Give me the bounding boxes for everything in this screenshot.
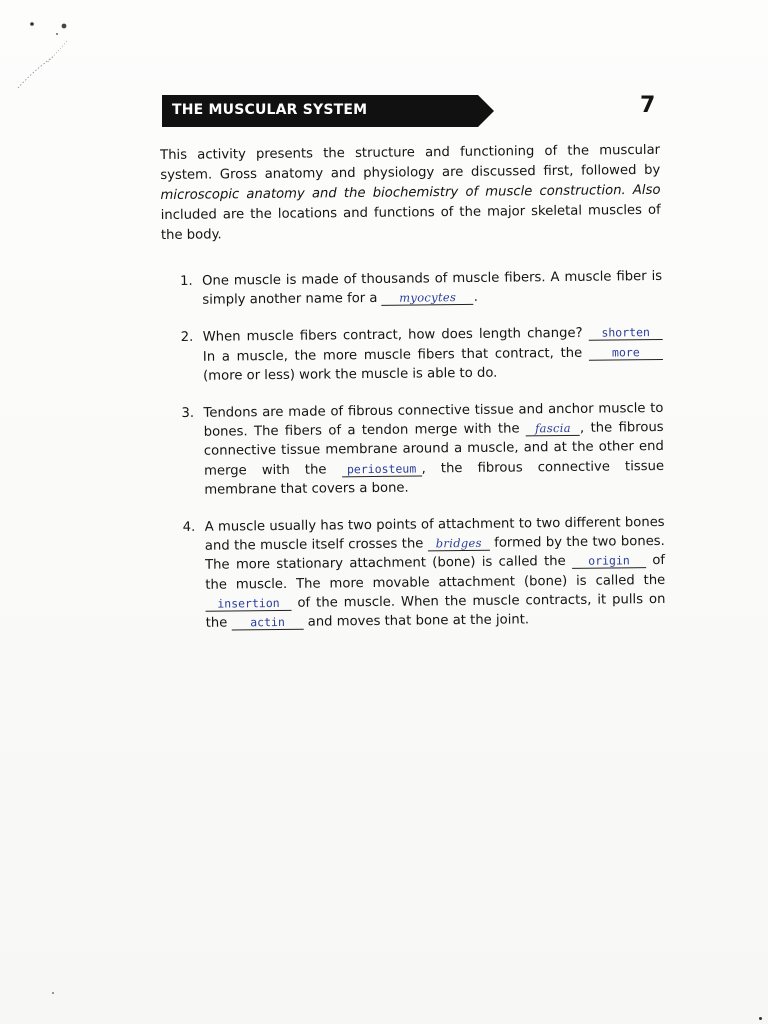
question-text: In a muscle, the more muscle fibers that contract, the	[202, 345, 589, 365]
answer-blank-myocytes[interactable]: myocytes	[382, 290, 474, 306]
question-number: 4.	[182, 519, 196, 536]
scan-speck-marks	[10, 10, 90, 100]
question-text: Tendons are made of fibrous connective tissue and anchor muscle to bones. The fibers of a tendon merge with the	[203, 400, 664, 440]
question-list	[180, 267, 666, 651]
question-text: , the fibrous connective tissue membrane that covers a bone.	[204, 458, 665, 498]
answer-blank-bridges[interactable]: bridges	[428, 536, 490, 552]
question-text: One muscle is made of thousands of muscle fibers. A muscle fiber is simply another name for a	[202, 268, 663, 308]
question-3	[181, 399, 664, 500]
intro-paragraph	[160, 141, 661, 246]
question-text: formed by the two bones. The more stationary attachment (bone) is called the	[204, 534, 665, 574]
question-text: of the muscle. When the muscle contracts, it pulls on the	[205, 591, 666, 631]
answer-blank-insertion[interactable]: insertion	[205, 596, 291, 612]
scan-speck	[759, 1017, 762, 1020]
answer-blank-more-or-less[interactable]: more	[589, 345, 663, 361]
page-number: 7	[640, 93, 656, 118]
question-text: and moves that bone at the joint.	[303, 612, 530, 630]
intro-text-part1: This activity presents the structure and functioning of the muscular system. Gross anatomy and physiology are discussed first, followed by	[160, 142, 661, 183]
answer-blank-actin[interactable]: actin	[231, 615, 303, 631]
section-title: THE MUSCULAR SYSTEM	[172, 102, 368, 118]
answer-blank-origin[interactable]: origin	[572, 554, 646, 570]
answer-blank-periosteum[interactable]: periosteum	[342, 461, 422, 477]
intro-text-emphasis: microscopic anatomy and the biochemistry of muscle construction. Also	[160, 182, 661, 203]
question-number: 2.	[180, 330, 194, 346]
question-text: of the muscle. The more movable attachment (bone) is called the	[205, 553, 666, 593]
question-text: , the fibrous connective tissue membrane around a muscle, and at the other end merge with the	[203, 420, 664, 479]
answer-blank-length-change[interactable]: shorten	[589, 325, 663, 341]
section-header-band	[162, 95, 494, 127]
question-text: .	[473, 290, 478, 306]
scan-speck	[52, 992, 54, 994]
question-4	[183, 513, 666, 633]
question-text: When muscle fibers contract, how does length change?	[202, 326, 589, 346]
answer-blank-fascia[interactable]: fascia	[526, 421, 580, 437]
question-number: 1.	[180, 273, 193, 289]
question-text: (more or less) work the muscle is able to do.	[203, 365, 498, 384]
question-number: 3.	[181, 405, 195, 422]
question-2	[181, 323, 664, 386]
question-text: A muscle usually has two points of attachment to two different bones and the muscle itself crosses the	[204, 514, 665, 554]
intro-text-part2: included are the locations and functions of the major skeletal muscles of the body.	[160, 202, 661, 243]
question-1	[180, 267, 662, 310]
